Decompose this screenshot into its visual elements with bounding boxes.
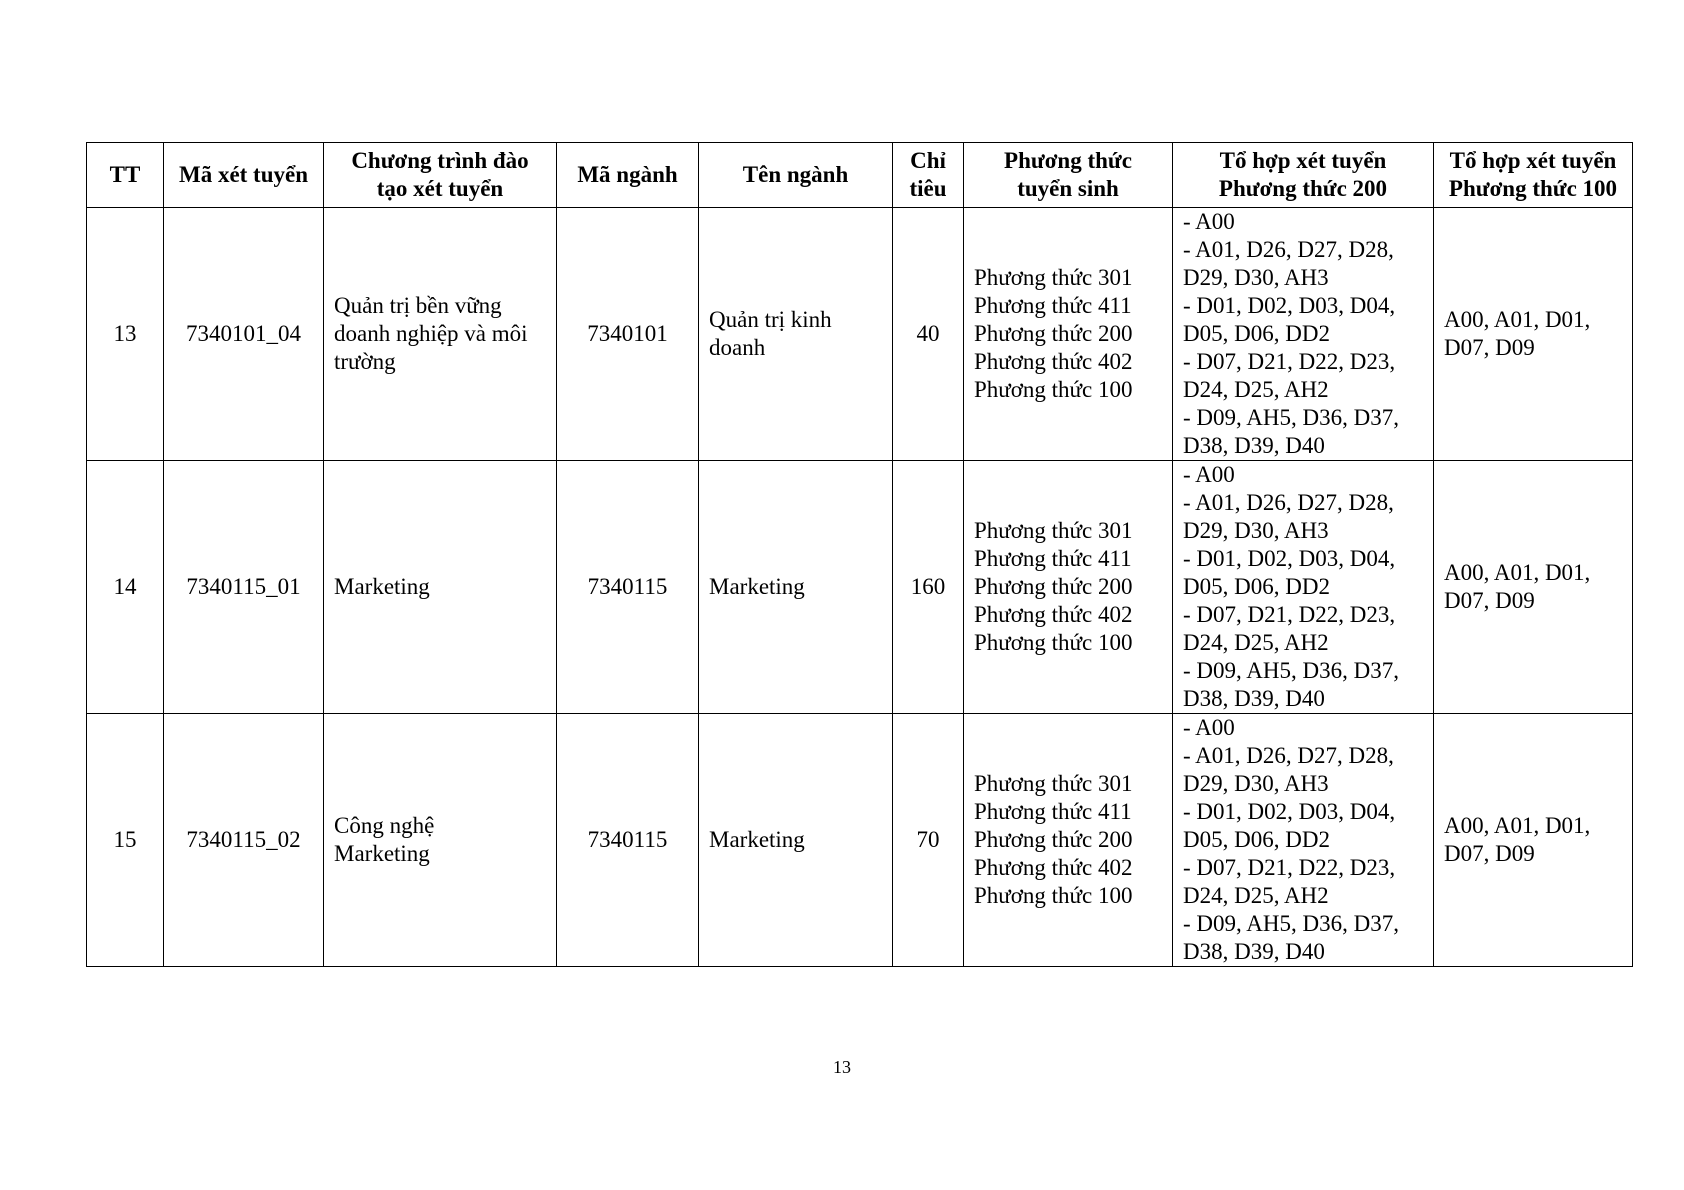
header-to-hop-200 — [1173, 143, 1434, 208]
cell-ma-xet-tuyen: 7340101_04 — [164, 208, 324, 461]
header-tt — [87, 143, 164, 208]
header-ma-xet-tuyen-label: Mã xét tuyển — [178, 162, 309, 187]
cell-line: Phương thức 100 — [974, 377, 1133, 402]
cell-line: - D01, D02, D03, D04, — [1183, 546, 1396, 571]
cell-line: - A00 — [1183, 462, 1235, 487]
cell-line: Phương thức 200 — [974, 574, 1133, 599]
header-label-line: Phương thức 100 — [1448, 176, 1618, 201]
cell-line: trường — [334, 349, 396, 374]
header-label-line: tạo xét tuyển — [376, 176, 504, 201]
cell-tt: 13 — [87, 208, 164, 461]
cell-line: Phương thức 301 — [974, 518, 1133, 543]
page-number: 13 — [833, 1057, 851, 1077]
cell-line: - D07, D21, D22, D23, — [1183, 602, 1396, 627]
cell-to-hop-200 — [1173, 208, 1434, 461]
header-label-line: Tổ hợp xét tuyển — [1449, 148, 1617, 173]
cell-line: D24, D25, AH2 — [1183, 630, 1329, 655]
cell-tt: 15 — [87, 714, 164, 967]
header-to-hop-100 — [1434, 143, 1633, 208]
header-phuong-thuc — [964, 143, 1173, 208]
header-chuong-trinh — [324, 143, 557, 208]
cell-line: - A01, D26, D27, D28, — [1183, 743, 1394, 768]
cell-line: Phương thức 411 — [974, 293, 1132, 318]
cell-line: - A01, D26, D27, D28, — [1183, 237, 1394, 262]
cell-line: D05, D06, DD2 — [1183, 827, 1330, 852]
cell-line: Phương thức 411 — [974, 546, 1132, 571]
header-label-line: Chương trình đào — [351, 148, 529, 173]
header-label-line: tuyển sinh — [1017, 176, 1119, 201]
header-ten-nganh-label: Tên ngành — [742, 162, 849, 187]
cell-line: Phương thức 200 — [974, 827, 1133, 852]
header-label-line: Chỉ — [910, 148, 946, 173]
cell-ten-nganh — [699, 208, 893, 461]
header-row — [87, 143, 1633, 208]
cell-phuong-thuc — [964, 714, 1173, 967]
cell-line: D05, D06, DD2 — [1183, 321, 1330, 346]
cell-tt: 14 — [87, 461, 164, 714]
cell-line: - A01, D26, D27, D28, — [1183, 490, 1394, 515]
cell-to-hop-100 — [1434, 208, 1633, 461]
header-label-line: Phương thức — [1004, 148, 1132, 173]
cell-line: Phương thức 402 — [974, 855, 1133, 880]
header-ma-nganh — [557, 143, 699, 208]
cell-line: A00, A01, D01, — [1444, 307, 1591, 332]
table-body — [87, 208, 1633, 967]
cell-line: - D07, D21, D22, D23, — [1183, 349, 1396, 374]
cell-chi-tieu: 160 — [893, 461, 964, 714]
cell-chi-tieu: 40 — [893, 208, 964, 461]
cell-line: - D01, D02, D03, D04, — [1183, 799, 1396, 824]
cell-ma-xet-tuyen: 7340115_02 — [164, 714, 324, 967]
cell-line: Phương thức 301 — [974, 265, 1133, 290]
cell-line: - D09, AH5, D36, D37, — [1183, 911, 1399, 936]
cell-line: - D07, D21, D22, D23, — [1183, 855, 1396, 880]
cell-line: Phương thức 301 — [974, 771, 1133, 796]
cell-ma-nganh: 7340101 — [557, 208, 699, 461]
header-chi-tieu — [893, 143, 964, 208]
cell-line: D29, D30, AH3 — [1183, 265, 1329, 290]
header-ma-xet-tuyen — [164, 143, 324, 208]
cell-line: Phương thức 402 — [974, 349, 1133, 374]
cell-line: D07, D09 — [1444, 841, 1535, 866]
cell-line: D29, D30, AH3 — [1183, 771, 1329, 796]
cell-line: D07, D09 — [1444, 588, 1535, 613]
cell-line: A00, A01, D01, — [1444, 560, 1591, 585]
cell-ten-nganh — [699, 461, 893, 714]
cell-line: Phương thức 100 — [974, 630, 1133, 655]
cell-line: - D09, AH5, D36, D37, — [1183, 658, 1399, 683]
cell-line: - D09, AH5, D36, D37, — [1183, 405, 1399, 430]
table-row — [87, 461, 1633, 714]
cell-to-hop-200 — [1173, 714, 1434, 967]
header-label-line: tiêu — [909, 176, 947, 201]
cell-to-hop-100 — [1434, 714, 1633, 967]
cell-line: Quản trị bền vững — [334, 293, 502, 318]
cell-line: Quản trị kinh — [709, 307, 832, 332]
cell-line: Phương thức 411 — [974, 799, 1132, 824]
header-label-line: Tổ hợp xét tuyển — [1219, 148, 1387, 173]
cell-to-hop-100 — [1434, 461, 1633, 714]
cell-line: Marketing — [709, 574, 805, 599]
cell-line: Marketing — [334, 574, 430, 599]
cell-line: D38, D39, D40 — [1183, 939, 1325, 964]
header-ma-nganh-label: Mã ngành — [577, 162, 678, 187]
cell-line: D24, D25, AH2 — [1183, 883, 1329, 908]
cell-ma-xet-tuyen: 7340115_01 — [164, 461, 324, 714]
cell-chi-tieu: 70 — [893, 714, 964, 967]
header-label-line: Phương thức 200 — [1218, 176, 1388, 201]
cell-line: doanh nghiệp và môi — [334, 321, 528, 346]
cell-line: - A00 — [1183, 715, 1235, 740]
cell-line: D38, D39, D40 — [1183, 686, 1325, 711]
cell-line: Phương thức 200 — [974, 321, 1133, 346]
admission-table — [86, 142, 1633, 967]
cell-line: Công nghệ — [334, 813, 435, 838]
cell-line: D38, D39, D40 — [1183, 433, 1325, 458]
table-row — [87, 714, 1633, 967]
cell-line: Marketing — [709, 827, 805, 852]
cell-line: D24, D25, AH2 — [1183, 377, 1329, 402]
cell-line: doanh — [709, 335, 766, 360]
cell-ma-nganh: 7340115 — [557, 461, 699, 714]
cell-line: A00, A01, D01, — [1444, 813, 1591, 838]
cell-to-hop-200 — [1173, 461, 1434, 714]
cell-line: D05, D06, DD2 — [1183, 574, 1330, 599]
cell-chuong-trinh — [324, 714, 557, 967]
cell-line: D29, D30, AH3 — [1183, 518, 1329, 543]
header-ten-nganh — [699, 143, 893, 208]
cell-phuong-thuc — [964, 461, 1173, 714]
cell-line: Phương thức 402 — [974, 602, 1133, 627]
table-header — [87, 143, 1633, 208]
header-tt-label: TT — [109, 162, 141, 187]
cell-chuong-trinh — [324, 461, 557, 714]
cell-ten-nganh — [699, 714, 893, 967]
cell-phuong-thuc — [964, 208, 1173, 461]
cell-line: Marketing — [334, 841, 430, 866]
cell-line: - D01, D02, D03, D04, — [1183, 293, 1396, 318]
cell-ma-nganh: 7340115 — [557, 714, 699, 967]
cell-line: Phương thức 100 — [974, 883, 1133, 908]
cell-chuong-trinh — [324, 208, 557, 461]
cell-line: D07, D09 — [1444, 335, 1535, 360]
cell-line: - A00 — [1183, 209, 1235, 234]
table-row — [87, 208, 1633, 461]
